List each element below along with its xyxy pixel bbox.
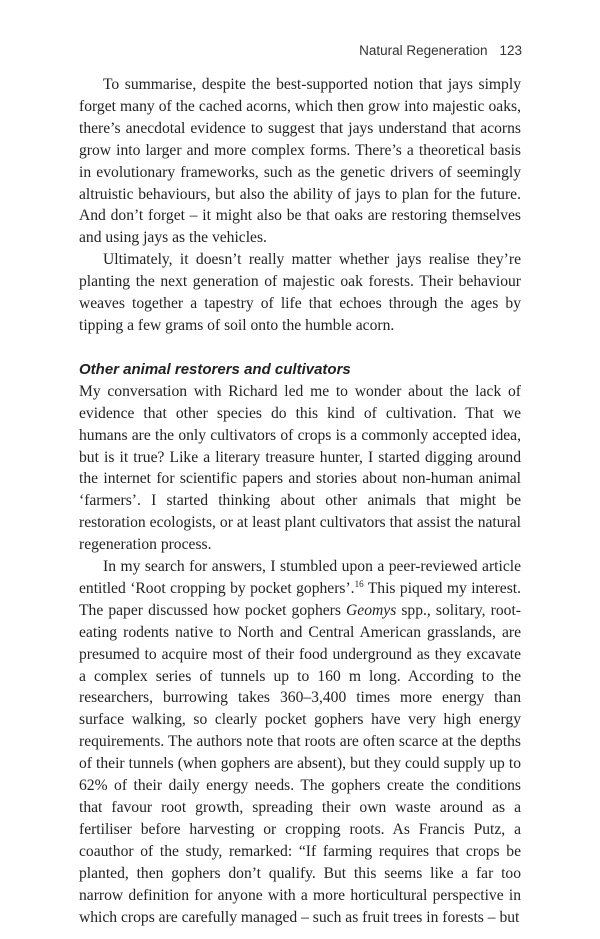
running-head: [359, 43, 522, 58]
paragraph-cultivation-question: My conversation with Richard led me to wonder about the lack of evidence that other species do this kind of cultivation. That we humans are the only cultivators of crops is a commonly accepted idea, but is it true? Like a literary treasure hunter, I started digging around the internet for scientific papers and stories about non-human animal ‘farmers’. I started thinking about other animals that might be restoration ecologists, or at least plant cultivators that assist the natural regeneration process.: [79, 382, 521, 554]
running-title: Natural Regeneration: [359, 43, 488, 58]
page-number: 123: [499, 43, 522, 58]
species-name: Geomys: [346, 601, 397, 619]
gophers-text-part-1: In my search for answers, I stumbled upon a peer-reviewed article entitled ‘Root cropping by pocket gophers’.: [79, 558, 521, 597]
paragraph-pocket-gophers: [79, 556, 521, 928]
gophers-text-part-3: spp., solitary, root-eating rodents native to North and Central American grasslands, are presumed to acquire most of their food underground as they excavate a complex series of tunnels up to 160 m long. According to the researchers, burrowing takes 360–3,400 times more energy than surface walking, so clearly pocket gophers have very high energy requirements. The authors note that roots are often scarce at the depths of their tunnels (when gophers are absent), but they could supply up to 62% of their daily energy needs. The gophers create the conditions that favour root growth, spreading their own waste around as a fertiliser before harvesting or cropping roots. As Francis Putz, a coauthor of the study, remarked: “If farming requires that crops be planted, then gophers don’t qualify. But this seems like a far too narrow definition for anyone with a more horticultural perspective in which crops are carefully managed – such as fruit trees in forests – but: [79, 601, 521, 926]
gophers-text-part-2: This piqued my interest. The paper discussed how pocket gophers: [79, 579, 521, 619]
section-heading: Other animal restorers and cultivators: [79, 360, 351, 378]
paragraph-jays-summary: To summarise, despite the best-supported notion that jays simply forget many of the cached acorns, which then grow into majestic oaks, there’s anecdotal evidence to suggest that jays understand that acorns grow into larger and more complex forms. There’s a theoretical basis in evolutionary frameworks, such as the genetic drivers of seemingly altruistic behaviours, but also the ability of jays to plan for the future. And don’t forget – it might also be that oaks are restoring themselves and using jays as the vehicles.: [79, 76, 521, 247]
paragraph-jays-conclusion: Ultimately, it doesn’t really matter whether jays realise they’re planting the next generation of majestic oak forests. Their behaviour weaves together a tapestry of life that echoes through the ages by tipping a few grams of soil onto the humble acorn.: [79, 251, 521, 334]
body-text: [79, 74, 521, 928]
footnote-reference[interactable]: 16: [354, 578, 364, 589]
